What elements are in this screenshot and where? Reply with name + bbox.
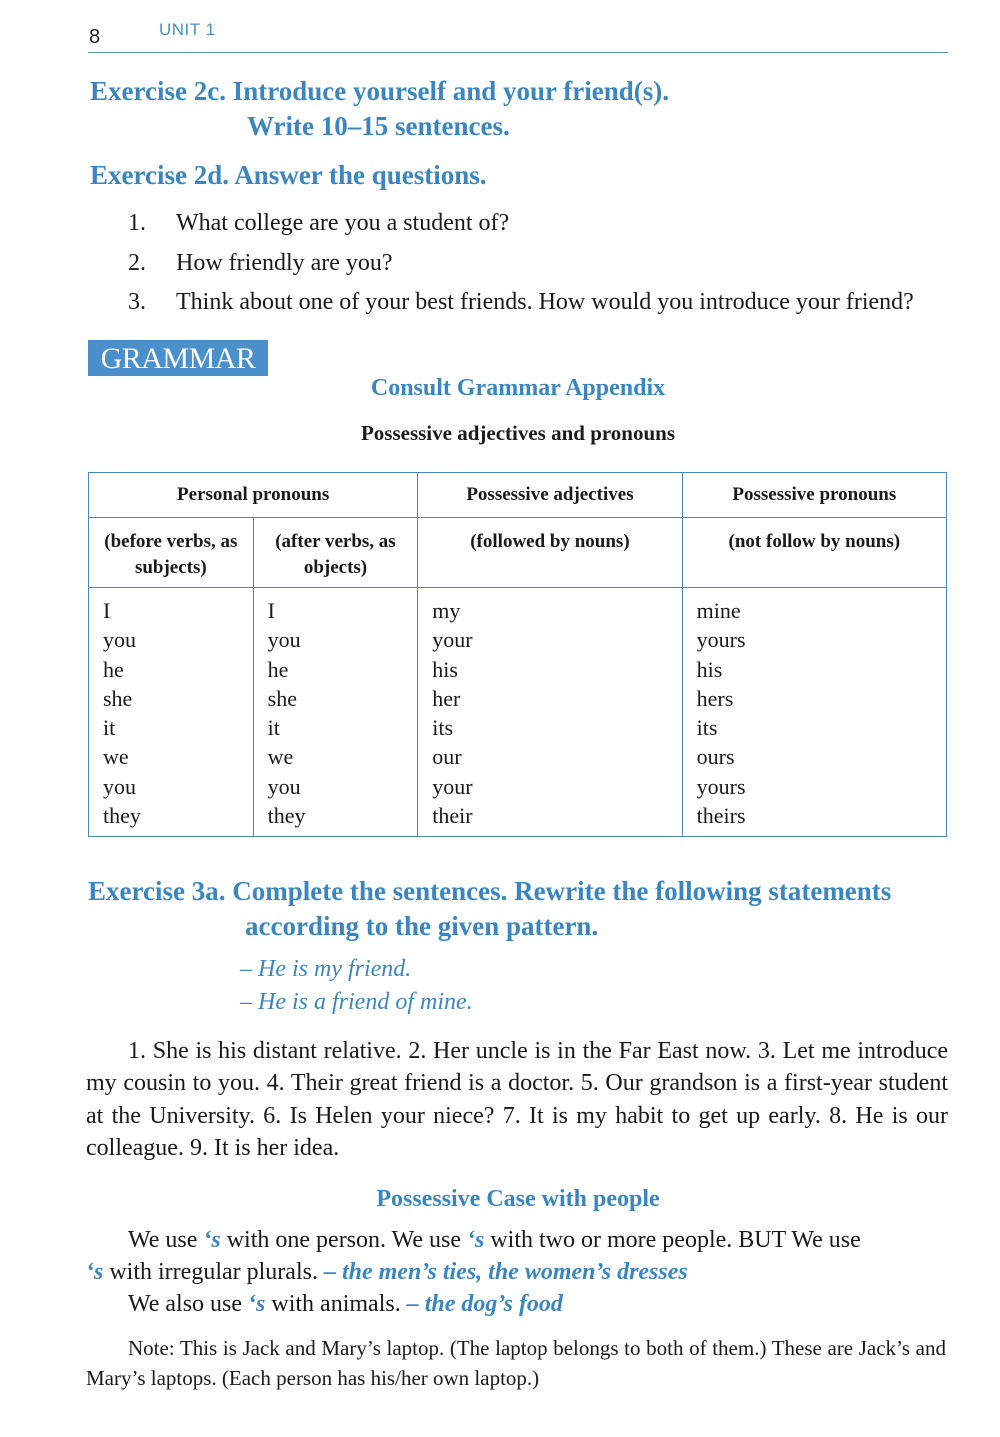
question-list [128, 204, 914, 323]
table-cell: she [103, 685, 133, 711]
possessive-subtitle: Possessive adjectives and pronouns [360, 421, 676, 445]
table-cell: your [432, 627, 473, 653]
header-possessive-adjectives: Possessive adjectives [418, 473, 682, 518]
table-cell: yours [696, 627, 746, 653]
note-text: Note: This is Jack and Mary’s laptop. (The laptop belongs to both of them.) These are Jack’s and Mary’s laptops. (Each person has his/her own laptop.) [86, 1336, 946, 1390]
header-personal-pronouns: Personal pronouns [89, 473, 418, 518]
rule-text: We use [128, 1227, 204, 1253]
rule-line-3 [86, 1288, 948, 1320]
rule-text: with irregular plurals. [103, 1259, 324, 1285]
subheader-not-followed: (not follow by nouns) [682, 518, 946, 588]
table-cell: it [267, 715, 280, 741]
question-number: 1. [128, 210, 146, 236]
table-cell: they [103, 803, 141, 829]
subheader-objects: (after verbs, as objects) [253, 518, 418, 588]
unit-label: UNIT 1 [159, 20, 216, 39]
rule-text: We also use [128, 1291, 249, 1317]
question-text: How friendly are you? [176, 249, 393, 276]
table-cell: his [696, 656, 723, 682]
table-cell: its [696, 715, 718, 741]
page-number: 8 [89, 26, 101, 48]
table-cell: your [432, 773, 473, 799]
pattern-example-2: – He is a friend of mine. [240, 989, 473, 1015]
table-cell: its [432, 715, 454, 741]
rule-text: with animals. [265, 1291, 407, 1317]
apostrophe-s-mark: ‘s [466, 1227, 485, 1253]
table-cell: you [103, 627, 136, 653]
possessive-case-heading: Possessive Case with people [376, 1186, 660, 1212]
subheader-subjects: (before verbs, as subjects) [89, 518, 254, 588]
column-possessive-pronouns [682, 588, 946, 837]
column-subject-pronouns [89, 588, 254, 837]
table-cell: it [103, 715, 116, 741]
column-possessive-adjectives [418, 588, 682, 837]
exercise-3a-title [88, 874, 891, 944]
note-paragraph [86, 1333, 946, 1393]
table-cell: we [103, 744, 129, 770]
rule-line-2 [86, 1256, 948, 1288]
exercise-3a-sentences [86, 1035, 948, 1164]
exercise-2c-line2: Write 10–15 sentences. [247, 111, 510, 141]
table-cell: yours [696, 773, 746, 799]
question-text: What college are you a student of? [176, 210, 510, 236]
apostrophe-s-mark: ‘s [248, 1291, 266, 1317]
exercise-2c-title [90, 74, 669, 144]
exercise-2c-line1: Exercise 2c. Introduce yourself and your friend(s). [90, 76, 669, 106]
table-cell: they [267, 803, 306, 829]
subheader-followed-by-nouns: (followed by nouns) [418, 518, 682, 588]
table-cell: he [267, 656, 289, 682]
exercise-2d-title: Exercise 2d. Answer the questions. [90, 160, 487, 190]
table-cell: he [103, 656, 124, 682]
column-object-pronouns [253, 588, 418, 837]
list-item [128, 283, 914, 323]
table-cell: she [267, 685, 297, 711]
list-item [128, 244, 914, 284]
table-cell: you [267, 773, 301, 799]
table-cell: their [432, 803, 473, 829]
table-cell: ours [696, 744, 735, 770]
exercise-3a-line1: Exercise 3a. Complete the sentences. Rewrite the following statements [88, 876, 892, 906]
table-cell: theirs [696, 803, 746, 829]
animal-example: – the dog’s food [406, 1291, 563, 1317]
rule-text: with one person. We use [220, 1227, 467, 1253]
sentences-text: 1. She is his distant relative. 2. Her uncle is in the Far East now. 3. Let me introduce my cousin to you. 4. Their great friend is a doctor. 5. Our grandson is a first-year student at the University. 6. Is Helen your niece? 7. It is my habit to get up early. 8. He is our colleague. 9. It is her idea. [86, 1038, 948, 1161]
table-cell: you [103, 773, 136, 799]
table-cell: my [432, 598, 461, 623]
table-cell: I [103, 598, 111, 623]
pattern-example-1: – He is my friend. [240, 956, 412, 982]
apostrophe-s-mark: ‘s [203, 1227, 221, 1253]
header-divider [88, 52, 948, 53]
table-cell: her [432, 685, 461, 711]
table-cell: his [432, 656, 458, 682]
table-cell: our [432, 744, 462, 770]
rule-text: with two or more people. BUT We use [484, 1227, 861, 1253]
pronoun-table [88, 472, 947, 837]
irregular-plural-example: – the men’s ties, the women’s dresses [323, 1259, 688, 1285]
apostrophe-s-mark: ‘s [86, 1259, 104, 1285]
consult-appendix-heading: Consult Grammar Appendix [370, 375, 666, 401]
table-cell: you [267, 627, 301, 653]
exercise-3a-line2: according to the given pattern. [245, 911, 599, 941]
list-item [128, 204, 914, 244]
table-cell: I [267, 598, 275, 623]
question-number: 2. [128, 249, 146, 276]
question-text: Think about one of your best friends. How would you introduce your friend? [176, 289, 914, 315]
question-number: 3. [128, 289, 146, 315]
table-cell: hers [696, 685, 734, 711]
table-cell: mine [696, 598, 741, 623]
table-cell: we [267, 744, 294, 770]
rule-line-1 [86, 1224, 948, 1256]
header-possessive-pronouns: Possessive pronouns [682, 473, 946, 518]
grammar-badge: GRAMMAR [88, 340, 268, 376]
